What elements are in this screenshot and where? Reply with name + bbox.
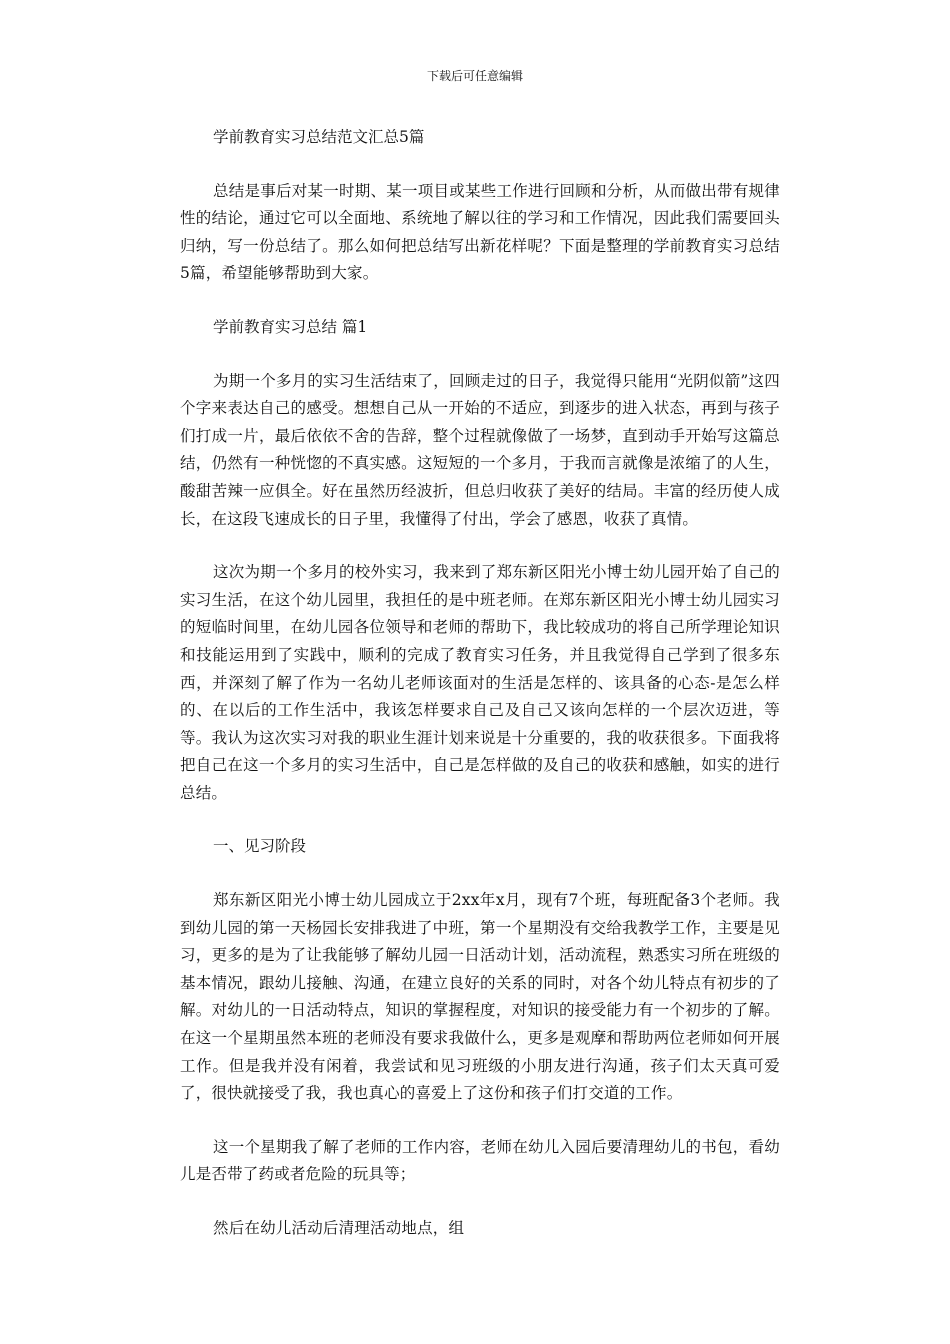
header-note: 下载后可任意编辑	[426, 69, 523, 83]
body-paragraph-3: 郑东新区阳光小博士幼儿园成立于2xx年x月，现有7个班，每班配备3个老师。我到幼儿园的第一天杨园长安排我进了中班，第一个星期没有交给我教学工作，主要是见习，更多的是为了让我能够了解幼儿园一日活动计划，活动流程，熟悉实习所在班级的基本情况，跟幼儿接触、沟通，在建立良好的关系的同时，对各个幼儿特点有初步的了解。对幼儿的一日活动特点，知识的掌握程度，对知识的接受能力有一个初步的了解。在这一个星期虽然本班的老师没有要求我做什么，更多是观摩和帮助两位老师如何开展工作。但是我并没有闲着，我尝试和见习班级的小朋友进行沟通，孩子们太天真可爱了，很快就接受了我，我也真心的喜爱上了这份和孩子们打交道的工作。	[180, 891, 780, 1103]
intro-paragraph: 总结是事后对某一时期、某一项目或某些工作进行回顾和分析，从而做出带有规律性的结论，通过它可以全面地、系统地了解以往的学习和工作情况，因此我们需要回头归纳，写一份总结了。那么如何把总结写出新花样呢？下面是整理的学前教育实习总结5篇，希望能够帮助到大家。	[180, 181, 780, 283]
section-heading: 学前教育实习总结 篇1	[213, 317, 368, 336]
body-paragraph-5: 然后在幼儿活动后清理活动地点，组	[213, 1219, 465, 1237]
document-title: 学前教育实习总结范文汇总5篇	[213, 128, 425, 146]
document-body	[180, 124, 780, 1269]
body-paragraph-2: 这次为期一个多月的校外实习，我来到了郑东新区阳光小博士幼儿园开始了自己的实习生活，在这个幼儿园里，我担任的是中班老师。在郑东新区阳光小博士幼儿园实习的短临时间里，在幼儿园各位领导和老师的帮助下，我比较成功的将自己所学理论知识和技能运用到了实践中，顺利的完成了教育实习任务，并且我觉得自己学到了很多东西，并深刻了解了作为一名幼儿老师该面对的生活是怎样的、该具备的心态-是怎么样的、在以后的工作生活中，我该怎样要求自己及自己又该向怎样的一个层次迈进，等等。我认为这次实习对我的职业生涯计划来说是十分重要的，我的收获很多。下面我将把自己在这一个多月的实习生活中，自己是怎样做的及自己的收获和感触，如实的进行总结。	[180, 563, 780, 802]
body-paragraph-4: 这一个星期我了解了老师的工作内容，老师在幼儿入园后要清理幼儿的书包，看幼儿是否带了药或者危险的玩具等；	[180, 1137, 780, 1184]
body-paragraph-1: 为期一个多月的实习生活结束了，回顾走过的日子，我觉得只能用“光阴似箭”这四个字来表达自己的感受。想想自己从一开始的不适应，到逐步的进入状态，再到与孩子们打成一片，最后依依不舍的告辞，整个过程就像做了一场梦，直到动手开始写这篇总结，仍然有一种恍惚的不真实感。这短短的一个多月，于我而言就像是浓缩了的人生，酸甜苦辣一应俱全。好在虽然历经波折，但总归收获了美好的结局。丰富的经历使人成长，在这段飞速成长的日子里，我懂得了付出，学会了感恩，收获了真情。	[180, 371, 780, 528]
subheading: 一、见习阶段	[213, 837, 307, 856]
